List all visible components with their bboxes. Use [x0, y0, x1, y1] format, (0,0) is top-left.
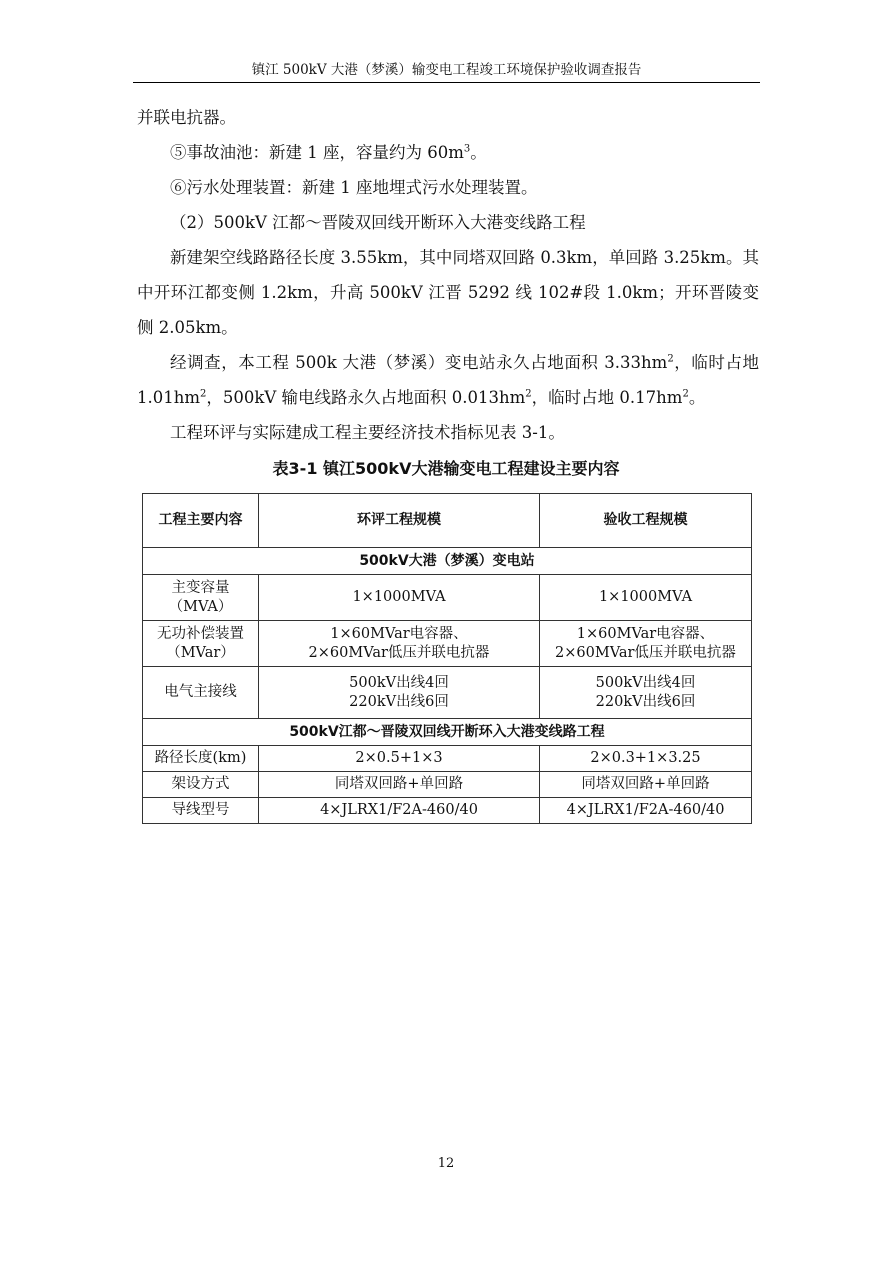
cell-item: 路径长度(km) — [143, 746, 259, 772]
table-row — [143, 772, 752, 798]
cell-line: 1×60MVar电容器、 — [576, 625, 715, 642]
cell-line: 无功补偿装置 — [157, 625, 244, 642]
cell-item — [143, 575, 259, 621]
cell-eia — [259, 667, 540, 719]
text-span: ，500kV 输电线路永久占地面积 0.013hm — [206, 388, 526, 407]
cell-eia — [259, 575, 540, 621]
text-span: 。 — [688, 388, 706, 407]
cell-acceptance — [540, 575, 752, 621]
cell-acceptance — [540, 621, 752, 667]
header-cell: 验收工程规模 — [540, 494, 752, 548]
cell-eia: 同塔双回路+单回路 — [259, 772, 540, 798]
cell-eia — [259, 621, 540, 667]
text-span: ⑤事故油池：新建 1 座，容量约为 60m — [170, 143, 464, 162]
table-caption: 表3-1 镇江500kV大港输变电工程建设主要内容 — [272, 459, 620, 478]
text-span: ，临时占地 0.17hm — [531, 388, 683, 407]
table-header-row — [143, 494, 752, 548]
paragraph: 新建架空线路路径长度 3.55km，其中同塔双回路 0.3km，单回路 3.25km。其中开环江都变侧 1.2km，升高 500kV 江晋 5292 线 102#段 1.0km；开环晋陵变侧 2.05km。 — [137, 248, 759, 337]
cell-eia: 2×0.5+1×3 — [259, 746, 540, 772]
superscript: 2 — [200, 388, 207, 400]
cell-line: 220kV出线6回 — [349, 693, 449, 710]
page-header: 镇江 500kV 大港（梦溪）输变电工程竣工环境保护验收调查报告 — [133, 60, 760, 83]
paragraph: ⑥污水处理装置：新建 1 座地埋式污水处理装置。 — [170, 178, 538, 197]
page-number: 12 — [437, 1156, 455, 1171]
cell-line: 500kV出线4回 — [349, 674, 449, 691]
cell-line: 2×60MVar低压并联电抗器 — [555, 644, 736, 661]
cell-line: 500kV出线4回 — [595, 674, 696, 691]
cell-line: 1×60MVar电容器、 — [330, 625, 468, 642]
cell-item: 架设方式 — [143, 772, 259, 798]
section-row — [143, 548, 752, 575]
paragraph: 并联电抗器。 — [137, 108, 236, 127]
cell-line: 电气主接线 — [164, 684, 237, 700]
header-cell: 工程主要内容 — [143, 494, 259, 548]
text-span: ，临时占地 1.01hm — [137, 353, 759, 407]
cell-item — [143, 621, 259, 667]
header-cell: 环评工程规模 — [259, 494, 540, 548]
superscript: 2 — [682, 388, 689, 400]
section-title: 500kV大港（梦溪）变电站 — [143, 548, 752, 575]
cell-line: （MVA） — [168, 598, 233, 615]
superscript: 2 — [525, 388, 532, 400]
cell-line: （MVar） — [166, 644, 235, 661]
cell-acceptance: 4×JLRX1/F2A-460/40 — [540, 798, 752, 824]
superscript: 3 — [463, 143, 471, 155]
superscript: 2 — [667, 353, 674, 365]
cell-acceptance: 2×0.3+1×3.25 — [540, 746, 752, 772]
paragraph — [137, 135, 759, 170]
cell-item: 导线型号 — [143, 798, 259, 824]
cell-item — [143, 667, 259, 719]
table-row — [143, 621, 752, 667]
cell-line: 1×1000MVA — [352, 589, 446, 605]
table-row — [143, 667, 752, 719]
section-title: 500kV江都～晋陵双回线开断环入大港变线路工程 — [143, 719, 752, 746]
section-row — [143, 719, 752, 746]
table-row — [143, 575, 752, 621]
cell-eia: 4×JLRX1/F2A-460/40 — [259, 798, 540, 824]
cell-acceptance: 同塔双回路+单回路 — [540, 772, 752, 798]
body-text — [137, 100, 759, 450]
content-table — [142, 493, 752, 824]
cell-line: 1×1000MVA — [598, 589, 693, 605]
cell-line: 主变容量 — [171, 579, 230, 596]
table-row — [143, 746, 752, 772]
cell-acceptance — [540, 667, 752, 719]
cell-line: 220kV出线6回 — [595, 693, 696, 710]
table-row — [143, 798, 752, 824]
text-span: 经调查，本工程 500k 大港（梦溪）变电站永久占地面积 3.33hm — [170, 353, 668, 372]
paragraph: 工程环评与实际建成工程主要经济技术指标见表 3-1。 — [170, 423, 565, 442]
cell-line: 2×60MVar低压并联电抗器 — [308, 644, 490, 661]
text-span: 。 — [470, 143, 487, 162]
paragraph — [137, 345, 759, 415]
paragraph: （2）500kV 江都～晋陵双回线开断环入大港变线路工程 — [170, 213, 586, 232]
